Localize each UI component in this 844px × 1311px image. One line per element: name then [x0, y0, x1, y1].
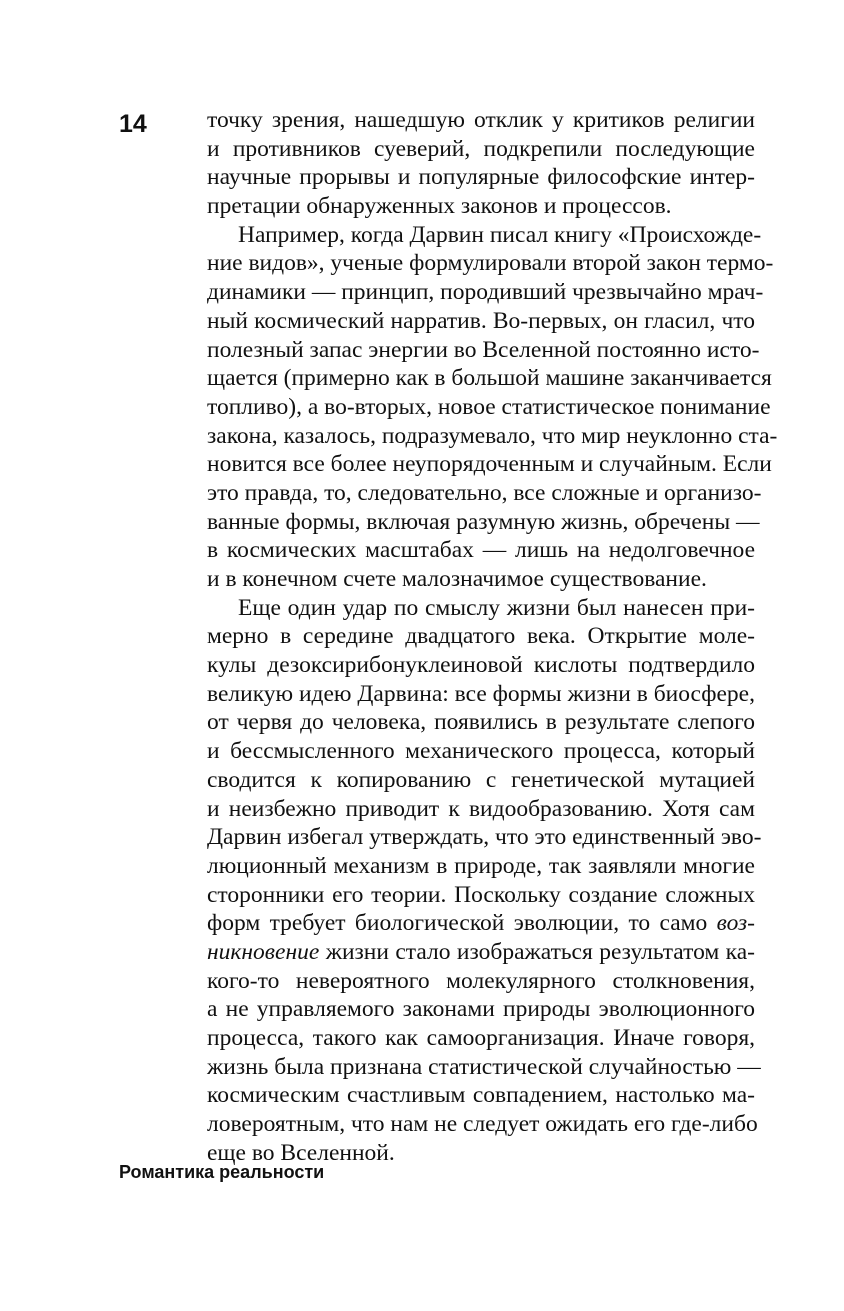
text-line: кого-то невероятного молекулярного столкновения, [207, 967, 755, 994]
text-line: новится все более неупорядоченным и случайным. Если [207, 451, 772, 478]
text-line: и в конечном счете малозначимое существование. [207, 566, 707, 592]
text-line: динамики — принцип, породивший чрезвычайно мрач- [207, 279, 764, 306]
text-line: великую идею Дарвина: все формы жизни в биосфере, [207, 680, 755, 707]
body-text [207, 106, 778, 1167]
text-line: ловероятным, что нам не следует ожидать его где-либо [207, 1111, 758, 1138]
text-line: щается (примерно как в большой машине заканчивается [207, 365, 772, 392]
text-line: это правда, то, следовательно, все сложные и организо- [207, 479, 762, 506]
text-line: и противников суеверий, подкрепили последующие [207, 135, 755, 162]
text-line: космическим счастливым совпадением, настолько ма- [207, 1082, 755, 1109]
text-line: Еще один удар по смыслу жизни был нанесен при- [238, 594, 755, 621]
text-line: кулы дезоксирибонуклеиновой кислоты подтвердило [207, 652, 755, 679]
text-line: топливо), а во-вторых, новое статистическое понимание [207, 393, 771, 420]
text-line: и бессмысленного механического процесса, который [207, 738, 755, 765]
paragraph [207, 594, 762, 1168]
text-line: форм требует биологической эволюции, то само воз- [207, 910, 755, 937]
text-line: а не управляемого законами природы эволюционного [207, 996, 755, 1023]
text-line: претации обнаруженных законов и процессов. [207, 193, 672, 220]
text-line: в космических масштабах — лишь на недолговечное [207, 537, 755, 564]
text-line: мерно в середине двадцатого века. Открытие моле- [207, 623, 755, 650]
text-line: жизнь была признана статистической случайностью — [207, 1053, 761, 1080]
emphasized-word: никновение [207, 938, 320, 965]
text-line: никновение жизни стало изображаться результатом ка- [207, 938, 755, 965]
text-line: научные прорывы и популярные философские интер- [207, 164, 755, 191]
text-line: от червя до человека, появились в результате слепого [207, 709, 755, 736]
text-line: полезный запас энергии во Вселенной постоянно исто- [207, 336, 760, 363]
text-line: закона, казалось, подразумевало, что мир неуклонно ста- [207, 422, 778, 449]
text-line: ние видов», ученые формулировали второй закон термо- [207, 250, 774, 277]
running-footer-title: Романтика реальности [119, 1162, 325, 1182]
text-line: точку зрения, нашедшую отклик у критиков религии [207, 107, 755, 133]
text-line: процесса, такого как самоорганизация. Иначе говоря, [207, 1025, 755, 1051]
text-line: Например, когда Дарвин писал книгу «Происхожде- [238, 221, 762, 248]
page-number: 14 [119, 110, 147, 138]
text-line: люционный механизм в природе, так заявляли многие [207, 852, 755, 879]
text-line: еще во Вселенной. [207, 1139, 395, 1166]
text-line: и неизбежно приводит к видообразованию. Хотя сам [207, 795, 755, 822]
paragraph [207, 221, 778, 594]
text-line: Дарвин избегал утверждать, что это единственный эво- [207, 824, 762, 851]
text-line: сторонники его теории. Поскольку создание сложных [207, 881, 755, 908]
paragraph [207, 106, 755, 221]
text-line: ный космический нарратив. Во-первых, он гласил, что [207, 307, 755, 334]
text-line: ванные формы, включая разумную жизнь, обречены — [207, 508, 760, 535]
emphasized-word: воз- [716, 910, 755, 937]
text-line: сводится к копированию с генетической мутацией [207, 766, 755, 793]
